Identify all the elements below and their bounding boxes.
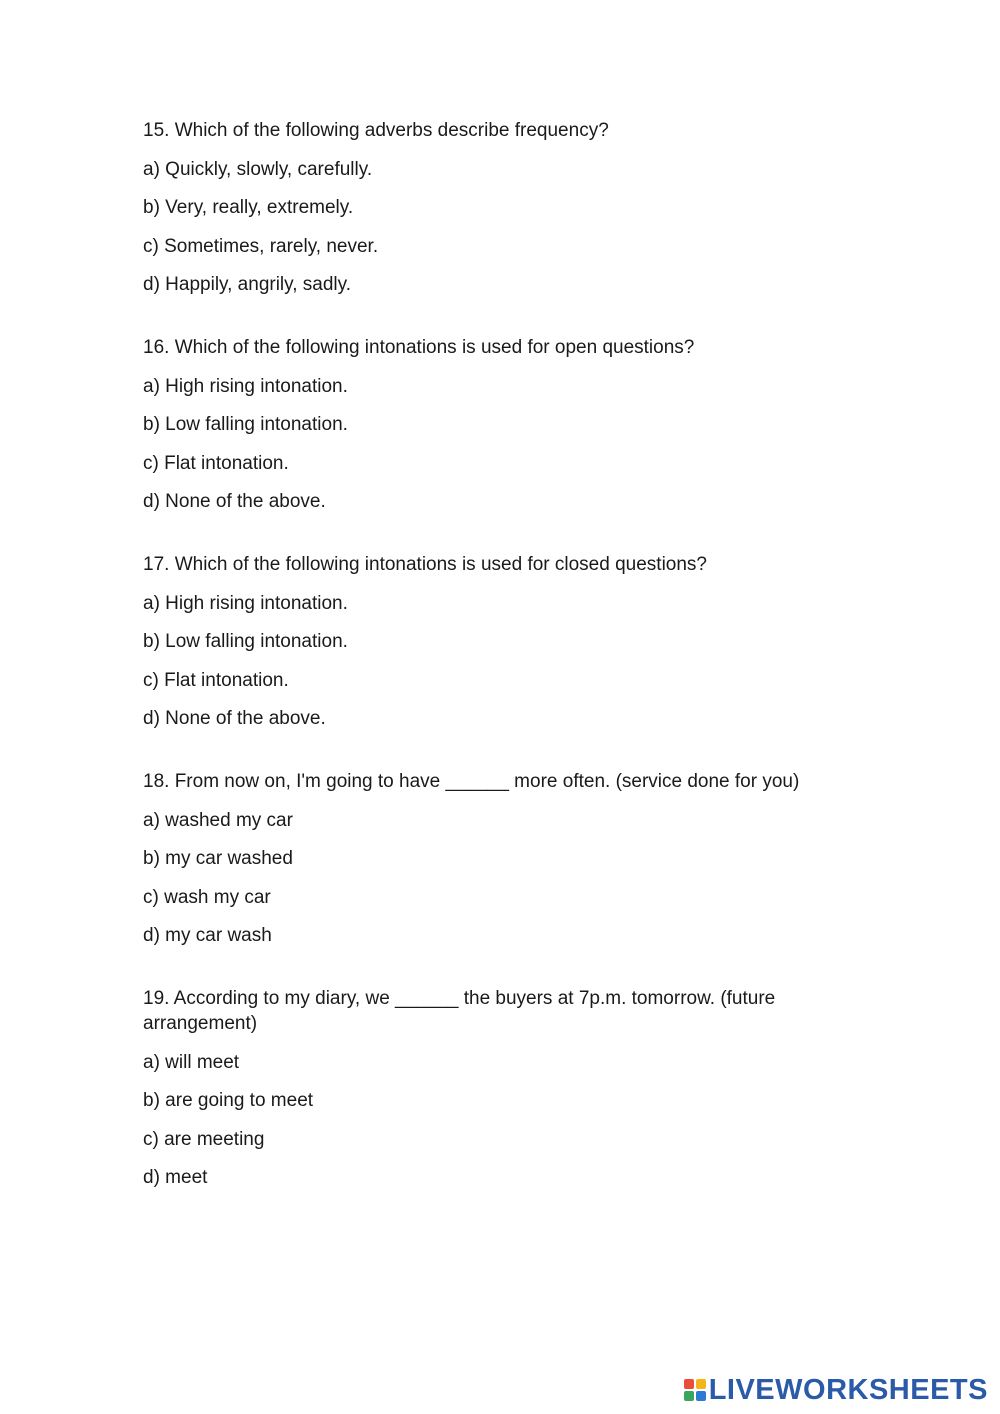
option-d[interactable]: d) None of the above. xyxy=(143,491,326,512)
question-text: 16. Which of the following intonations is used for open questions? xyxy=(143,337,695,358)
option-a[interactable]: a) will meet xyxy=(143,1051,240,1073)
option-b[interactable]: b) Very, really, extremely. xyxy=(143,197,354,218)
option-d[interactable]: d) my car wash xyxy=(143,925,272,946)
logo-square xyxy=(684,1379,694,1389)
option-c[interactable]: c) Flat intonation. xyxy=(143,452,289,474)
option-a[interactable]: a) High rising intonation. xyxy=(143,592,348,614)
option-d[interactable]: d) None of the above. xyxy=(143,708,326,729)
question-text: 18. From now on, I'm going to have ______ more often. (service done for you) xyxy=(143,771,800,792)
question-text: 17. Which of the following intonations is used for closed questions? xyxy=(143,554,707,575)
question-15 xyxy=(143,118,863,297)
question-17 xyxy=(143,552,863,731)
liveworksheets-logo xyxy=(684,1372,988,1408)
question-text: 19. According to my diary, we ______ the buyers at 7p.m. tomorrow. (future arrangement) xyxy=(143,988,776,1034)
option-b[interactable]: b) Low falling intonation. xyxy=(143,414,348,435)
option-a[interactable]: a) Quickly, slowly, carefully. xyxy=(143,158,373,180)
option-c[interactable]: c) are meeting xyxy=(143,1128,265,1150)
question-19 xyxy=(143,986,863,1190)
option-c[interactable]: c) Flat intonation. xyxy=(143,669,289,691)
logo-icon xyxy=(684,1379,706,1401)
option-a[interactable]: a) High rising intonation. xyxy=(143,375,348,397)
option-b[interactable]: b) are going to meet xyxy=(143,1090,314,1111)
question-18 xyxy=(143,769,863,948)
option-a[interactable]: a) washed my car xyxy=(143,809,293,831)
question-16 xyxy=(143,335,863,514)
worksheet xyxy=(143,118,863,1228)
logo-text: LIVEWORKSHEETS xyxy=(708,1373,988,1406)
question-text: 15. Which of the following adverbs describe frequency? xyxy=(143,120,609,141)
option-d[interactable]: d) Happily, angrily, sadly. xyxy=(143,274,352,295)
option-b[interactable]: b) my car washed xyxy=(143,848,293,869)
logo-square xyxy=(696,1391,706,1401)
option-b[interactable]: b) Low falling intonation. xyxy=(143,631,348,652)
option-c[interactable]: c) Sometimes, rarely, never. xyxy=(143,235,379,257)
option-d[interactable]: d) meet xyxy=(143,1167,208,1188)
logo-square xyxy=(696,1379,706,1389)
option-c[interactable]: c) wash my car xyxy=(143,886,271,908)
logo-square xyxy=(684,1391,694,1401)
